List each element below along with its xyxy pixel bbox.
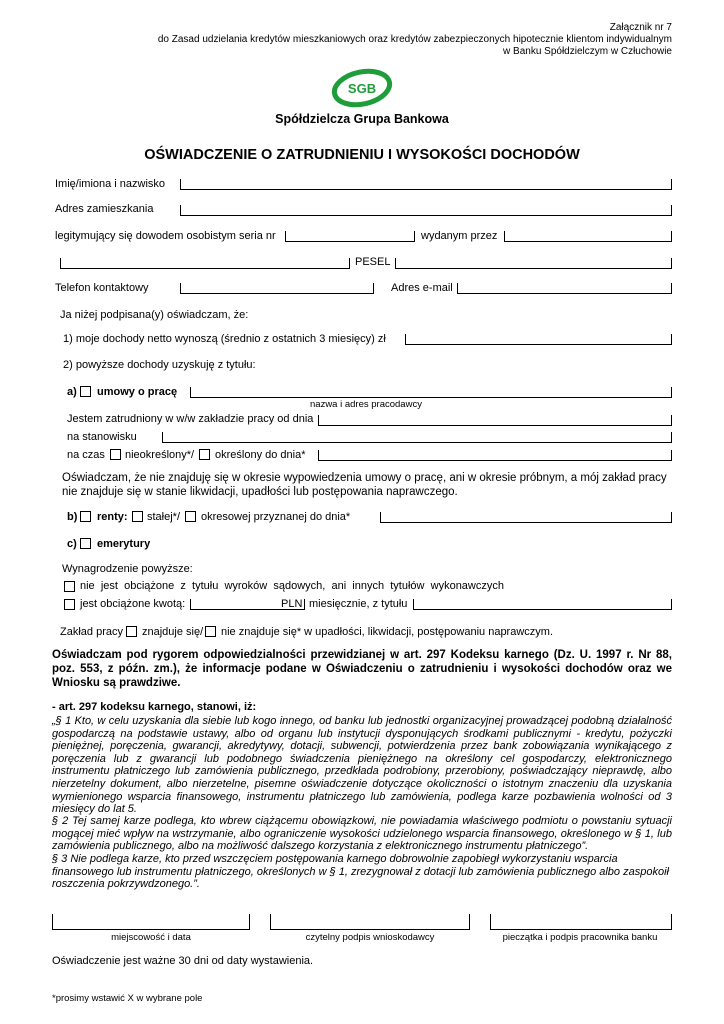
salary-encumbered-label: jest obciążone kwotą: — [80, 598, 186, 610]
address-field[interactable] — [180, 205, 672, 216]
encumbrance-title-field[interactable] — [413, 599, 672, 610]
monthly-label: miesięcznie, z tytułu — [309, 598, 408, 610]
currency-label: PLN — [281, 598, 303, 610]
salary-unencumbered-checkbox[interactable] — [64, 581, 75, 592]
definite-label: określony do dnia* — [215, 449, 306, 461]
sgb-logo — [330, 68, 394, 108]
position-label: na stanowisku — [67, 431, 137, 443]
employer-field[interactable] — [190, 387, 672, 398]
pension-label: renty: — [97, 511, 128, 523]
retirement-checkbox[interactable] — [80, 538, 91, 549]
bank-stamp-caption: pieczątka i podpis pracownika banku — [502, 932, 658, 943]
pension-checkbox[interactable] — [80, 511, 91, 522]
article-section-2: § 2 Tej samej karze podlega, kto wbrew ciążącemu obowiązkowi, nie powiadamia właściwego podmiotu o powstaniu sytuacji mogącej mieć wpływ na wstrzymanie, albo ograniczenie wysokości udzielonego wsparcia finansowego, określonego w § 1, lub zamówienia publicznego, albo na możliwość dalszego korzystania z elektronicznego instrumentu płatniczego”. — [52, 815, 672, 853]
permanent-pension-checkbox[interactable] — [132, 511, 143, 522]
logo-text: SGB — [347, 81, 377, 96]
validity-note: Oświadczenie jest ważne 30 dni od daty wystawienia. — [52, 955, 314, 967]
periodic-pension-date-field[interactable] — [380, 512, 672, 523]
attachment-bank: w Banku Spółdzielczym w Człuchowie — [503, 46, 672, 57]
issued-by-field[interactable] — [504, 231, 672, 242]
bank-stamp-field[interactable] — [490, 914, 672, 930]
workplace-not-in-label: nie znajduje się* w upadłości, likwidacji, postępowaniu naprawczym. — [221, 626, 554, 638]
pesel-label: PESEL — [355, 256, 391, 268]
name-field[interactable] — [180, 179, 672, 190]
applicant-signature-field[interactable] — [270, 914, 470, 930]
income-label: 1) moje dochody netto wynoszą (średnio z ostatnich 3 miesięcy) zł — [63, 333, 386, 345]
position-field[interactable] — [162, 432, 672, 443]
id-series-field[interactable] — [285, 231, 415, 242]
indefinite-checkbox[interactable] — [110, 449, 121, 460]
section-c-prefix: c) — [67, 538, 77, 550]
footnote: *prosimy wstawić X w wybrane pole — [52, 993, 203, 1004]
pesel-field[interactable] — [395, 258, 672, 269]
income-field[interactable] — [405, 334, 672, 345]
employed-since-label: Jestem zatrudniony w w/w zakładzie pracy od dnia — [67, 413, 314, 425]
email-field[interactable] — [457, 283, 672, 294]
address-label: Adres zamieszkania — [55, 203, 154, 215]
workplace-in-label: znajduje się/ — [142, 626, 204, 638]
employer-caption: nazwa i adres pracodawcy — [310, 399, 422, 410]
liability-statement: Oświadczam pod rygorem odpowiedzialności przewidzianej w art. 297 Kodeksu karnego (Dz. U. 1997 r. Nr 88, poz. 553, z późn. zm.), że informacje podane w Oświadczeniu o zatrudnieniu i wysokości dochodów oraz we Wniosku są prawdziwe. — [52, 649, 672, 689]
term-label: na czas — [67, 449, 105, 461]
section-b-prefix: b) — [67, 511, 78, 523]
definite-date-field[interactable] — [318, 450, 672, 461]
attachment-title: do Zasad udzielania kredytów mieszkaniowych oraz kredytów zabezpieczonych hipotecznie klientom indywidualnym — [157, 34, 672, 45]
org-name: Spółdzielcza Grupa Bankowa — [275, 112, 449, 126]
place-date-field[interactable] — [52, 914, 250, 930]
email-label: Adres e-mail — [391, 282, 453, 294]
periodic-pension-label: okresowej przyznanej do dnia* — [201, 511, 351, 523]
article-section-1: „§ 1 Kto, w celu uzyskania dla siebie lub kogo innego, od banku lub jednostki organizacyjnej prowadzącej podobną działalność gospodarczą na podstawie ustawy, albo od organu lub instytucji dysponujących środkami publicznymi - kredytu, pożyczki pieniężnej, poręczenia, gwarancji, akredytywy, dotacji, subwencji, potwierdzenia przez bank zobowiązania wynikającego z poręczenia lub z gwarancji lub podobnego świadczenia pieniężnego na określony cel gospodarczy, elektronicznego instrumentu płatniczego lub zamówienia publicznego, przedkłada podrobiony, przerobiony, poświadczający nieprawdę, albo nierzetelny dokument, albo nierzetelne, pisemne oświadczenie dotyczące okoliczności o istotnym znaczeniu dla uzyskania wymienionego wsparcia finansowego, instrumentu płatniczego lub zamówienia, podlega karze pozbawienia wolności od 3 miesięcy do lat 5. — [52, 715, 672, 816]
income-source-label: 2) powyższe dochody uzyskuję z tytułu: — [63, 359, 256, 371]
salary-heading: Wynagrodzenie powyższe: — [62, 563, 193, 575]
name-label: Imię/imiona i nazwisko — [55, 178, 166, 190]
employment-statement: Oświadczam, że nie znajduję się w okresie wypowiedzenia umowy o pracę, ani w okresie próbnym, a mój zakład pracy nie znajduje się w stanie likwidacji, upadłości lub postępowania naprawczego. — [62, 472, 667, 498]
employed-since-field[interactable] — [318, 415, 672, 426]
definite-checkbox[interactable] — [199, 449, 210, 460]
permanent-pension-label: stałej*/ — [147, 511, 181, 523]
declaration-intro: Ja niżej podpisana(y) oświadczam, że: — [60, 309, 249, 321]
pesel-prefix-field[interactable] — [60, 258, 350, 269]
id-series-label: legitymujący się dowodem osobistym seria nr — [55, 230, 276, 242]
article-section-3: § 3 Nie podlega karze, kto przed wszczęciem postępowania karnego dobrowolnie zapobiegł wykorzystaniu wsparcia finansowego lub instrumentu płatniczego, określonych w § 1, zrezygnował z dotacji lub zamówienia publicznego albo zaspokoił roszczenia pokrzywdzonego.”. — [52, 853, 669, 891]
place-date-caption: miejscowość i data — [111, 932, 191, 943]
phone-field[interactable] — [180, 283, 374, 294]
phone-label: Telefon kontaktowy — [55, 282, 149, 294]
employment-contract-label: umowy o pracę — [97, 386, 178, 398]
salary-unencumbered-label: nie jest obciążone z tytułu wyroków sądowych, ani innych tytułów wykonawczych — [80, 580, 504, 592]
attachment-header — [72, 22, 672, 58]
employment-contract-checkbox[interactable] — [80, 386, 91, 397]
page-title: OŚWIADCZENIE O ZATRUDNIENIU I WYSOKOŚCI DOCHODÓW — [144, 147, 580, 163]
salary-encumbered-checkbox[interactable] — [64, 599, 75, 610]
attachment-number: Załącznik nr 7 — [609, 22, 672, 33]
section-a-prefix: a) — [67, 386, 77, 398]
issued-by-label: wydanym przez — [421, 230, 498, 242]
workplace-not-in-checkbox[interactable] — [205, 626, 216, 637]
workplace-label: Zakład pracy — [60, 626, 123, 638]
applicant-signature-caption: czytelny podpis wnioskodawcy — [305, 932, 435, 943]
article-heading: - art. 297 kodeksu karnego, stanowi, iż: — [52, 701, 257, 713]
periodic-pension-checkbox[interactable] — [185, 511, 196, 522]
retirement-label: emerytury — [97, 538, 151, 550]
indefinite-label: nieokreślony*/ — [125, 449, 195, 461]
workplace-in-checkbox[interactable] — [126, 626, 137, 637]
